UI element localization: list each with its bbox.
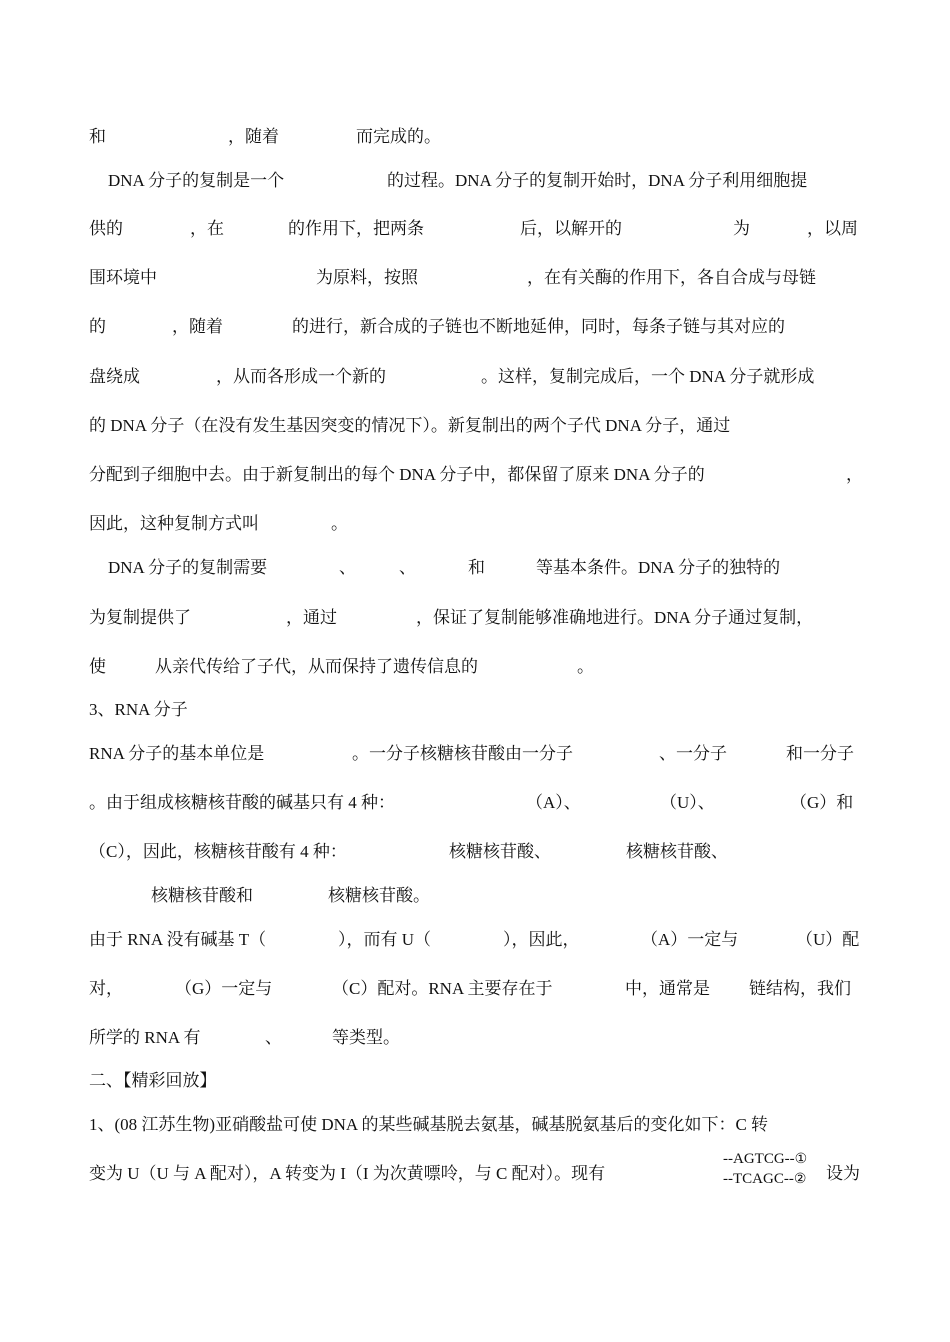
text-segment: 。由于组成核糖核苷酸的碱基只有 4 种： <box>89 793 395 812</box>
section-heading-2 <box>0 1064 950 1098</box>
text-line-17 <box>0 879 950 913</box>
dna-sequence-strand-2 <box>723 1170 808 1189</box>
text-line-7 <box>0 409 950 443</box>
text-line-5 <box>0 310 950 344</box>
text-segment: 、 <box>339 558 356 577</box>
text-line-3 <box>0 212 950 246</box>
text-segment: 链结构，我们 <box>749 979 851 998</box>
text-segment: ，以周 <box>807 219 858 238</box>
text-segment: ，随着 <box>172 317 223 336</box>
text-segment: 因此，这种复制方式叫 <box>89 514 259 533</box>
text-segment: ，在 <box>190 219 224 238</box>
text-segment: （G）和 <box>790 793 854 812</box>
text-segment: 核糖核苷酸、 <box>626 842 728 861</box>
text-segment: 围环境中 <box>89 268 157 287</box>
text-segment: 等类型。 <box>332 1028 400 1047</box>
text-segment: 的进行，新合成的子链也不断地延伸，同时，每条子链与其对应的 <box>292 317 785 336</box>
text-segment: 、 <box>399 558 416 577</box>
text-segment: 。 <box>331 514 348 533</box>
text-segment: 从亲代传给了子代，从而保持了遗传信息的 <box>155 657 478 676</box>
text-segment: 所学的 RNA 有 <box>89 1028 201 1047</box>
strand-1-marker: ① <box>794 1152 808 1167</box>
text-segment: 对， <box>89 979 123 998</box>
text-line-22 <box>0 1108 950 1142</box>
text-segment: 核糖核苷酸、 <box>449 842 551 861</box>
text-line-10 <box>0 551 950 585</box>
text-segment: （U）配 <box>796 930 860 949</box>
text-segment: 。 <box>577 657 594 676</box>
text-line-18 <box>0 923 950 957</box>
strand-1-bases: --AGTCG-- <box>723 1151 795 1167</box>
text-segment: RNA 分子的基本单位是 <box>89 744 265 763</box>
text-segment: 和 <box>468 558 485 577</box>
text-segment: （C），因此，核糖核苷酸有 4 种： <box>89 842 347 861</box>
text-line-4 <box>0 261 950 295</box>
text-segment: 。这样，复制完成后，一个 DNA 分子就形成 <box>481 367 815 386</box>
text-segment: 、 <box>265 1028 282 1047</box>
text-segment: 盘绕成 <box>89 367 140 386</box>
text-line-12 <box>0 650 950 684</box>
text-segment: 等基本条件。DNA 分子的独特的 <box>536 558 781 577</box>
text-line-9 <box>0 507 950 541</box>
text-line-6 <box>0 360 950 394</box>
text-line-1 <box>0 120 950 154</box>
text-segment: 而完成的。 <box>356 127 441 146</box>
text-segment: 供的 <box>89 219 123 238</box>
text-segment: 中，通常是 <box>625 979 710 998</box>
text-line-11 <box>0 601 950 635</box>
section-heading <box>0 693 950 727</box>
text-line-8 <box>0 458 950 492</box>
strand-2-bases: --TCAGC-- <box>723 1171 794 1187</box>
text-segment: DNA 分子的复制是一个 <box>108 171 285 190</box>
text-segment: 为复制提供了 <box>89 608 191 627</box>
text-segment: ），而有 U（ <box>338 930 432 949</box>
text-segment: ，在有关酶的作用下，各自合成与母链 <box>527 268 816 287</box>
text-line-14 <box>0 737 950 771</box>
text-segment: 变为 U（U 与 A 配对），A 转变为 I（I 为次黄嘌呤，与 C 配对）。现有 <box>89 1164 606 1183</box>
text-segment: 核糖核苷酸和 <box>151 886 253 905</box>
dna-sequence-strand-1 <box>723 1150 809 1169</box>
text-segment: DNA 分子的复制需要 <box>108 558 268 577</box>
text-segment: 的 <box>89 317 106 336</box>
text-segment: 二、【精彩回放】 <box>89 1071 217 1090</box>
text-line-19 <box>0 972 950 1006</box>
text-segment: 的过程。DNA 分子的复制开始时，DNA 分子利用细胞提 <box>387 171 808 190</box>
text-segment: 设为 <box>826 1164 860 1183</box>
text-segment: （C）配对。RNA 主要存在于 <box>332 979 553 998</box>
text-segment: 核糖核苷酸。 <box>328 886 430 905</box>
text-segment: 1、(08 江苏生物)亚硝酸盐可使 DNA 的某些碱基脱去氨基，碱基脱氨基后的变化如下：C 转 <box>89 1115 769 1134</box>
text-segment: 后，以解开的 <box>520 219 622 238</box>
text-segment: 使 <box>89 657 106 676</box>
text-segment: 和 <box>89 127 106 146</box>
text-line-2 <box>0 164 950 198</box>
text-segment: ），因此， <box>503 930 580 949</box>
text-segment: （U）、 <box>660 793 715 812</box>
strand-2-marker: ② <box>793 1172 807 1187</box>
text-segment: 3、RNA 分子 <box>89 700 188 719</box>
text-segment: 的作用下，把两条 <box>288 219 424 238</box>
text-segment: （A）一定与 <box>641 930 739 949</box>
text-segment: 由于 RNA 没有碱基 T（ <box>89 930 267 949</box>
text-segment: ，随着 <box>228 127 279 146</box>
text-segment: 的 DNA 分子（在没有发生基因突变的情况下）。新复制出的两个子代 DNA 分子，通过 <box>89 416 731 435</box>
text-segment: 和一分子 <box>786 744 854 763</box>
text-segment: ， <box>846 465 863 484</box>
text-segment: ，通过 <box>286 608 337 627</box>
text-segment: 为原料，按照 <box>316 268 418 287</box>
text-segment: （A）、 <box>526 793 581 812</box>
text-segment: 。一分子核糖核苷酸由一分子 <box>352 744 573 763</box>
text-line-20 <box>0 1021 950 1055</box>
text-segment: ，保证了复制能够准确地进行。DNA 分子通过复制， <box>416 608 814 627</box>
text-line-16 <box>0 835 950 869</box>
text-segment: 为 <box>733 219 750 238</box>
text-segment: （G）一定与 <box>175 979 273 998</box>
text-segment: 分配到子细胞中去。由于新复制出的每个 DNA 分子中，都保留了原来 DNA 分子的 <box>89 465 705 484</box>
text-segment: ，从而各形成一个新的 <box>216 367 386 386</box>
text-line-15 <box>0 786 950 820</box>
text-segment: 、一分子 <box>659 744 727 763</box>
